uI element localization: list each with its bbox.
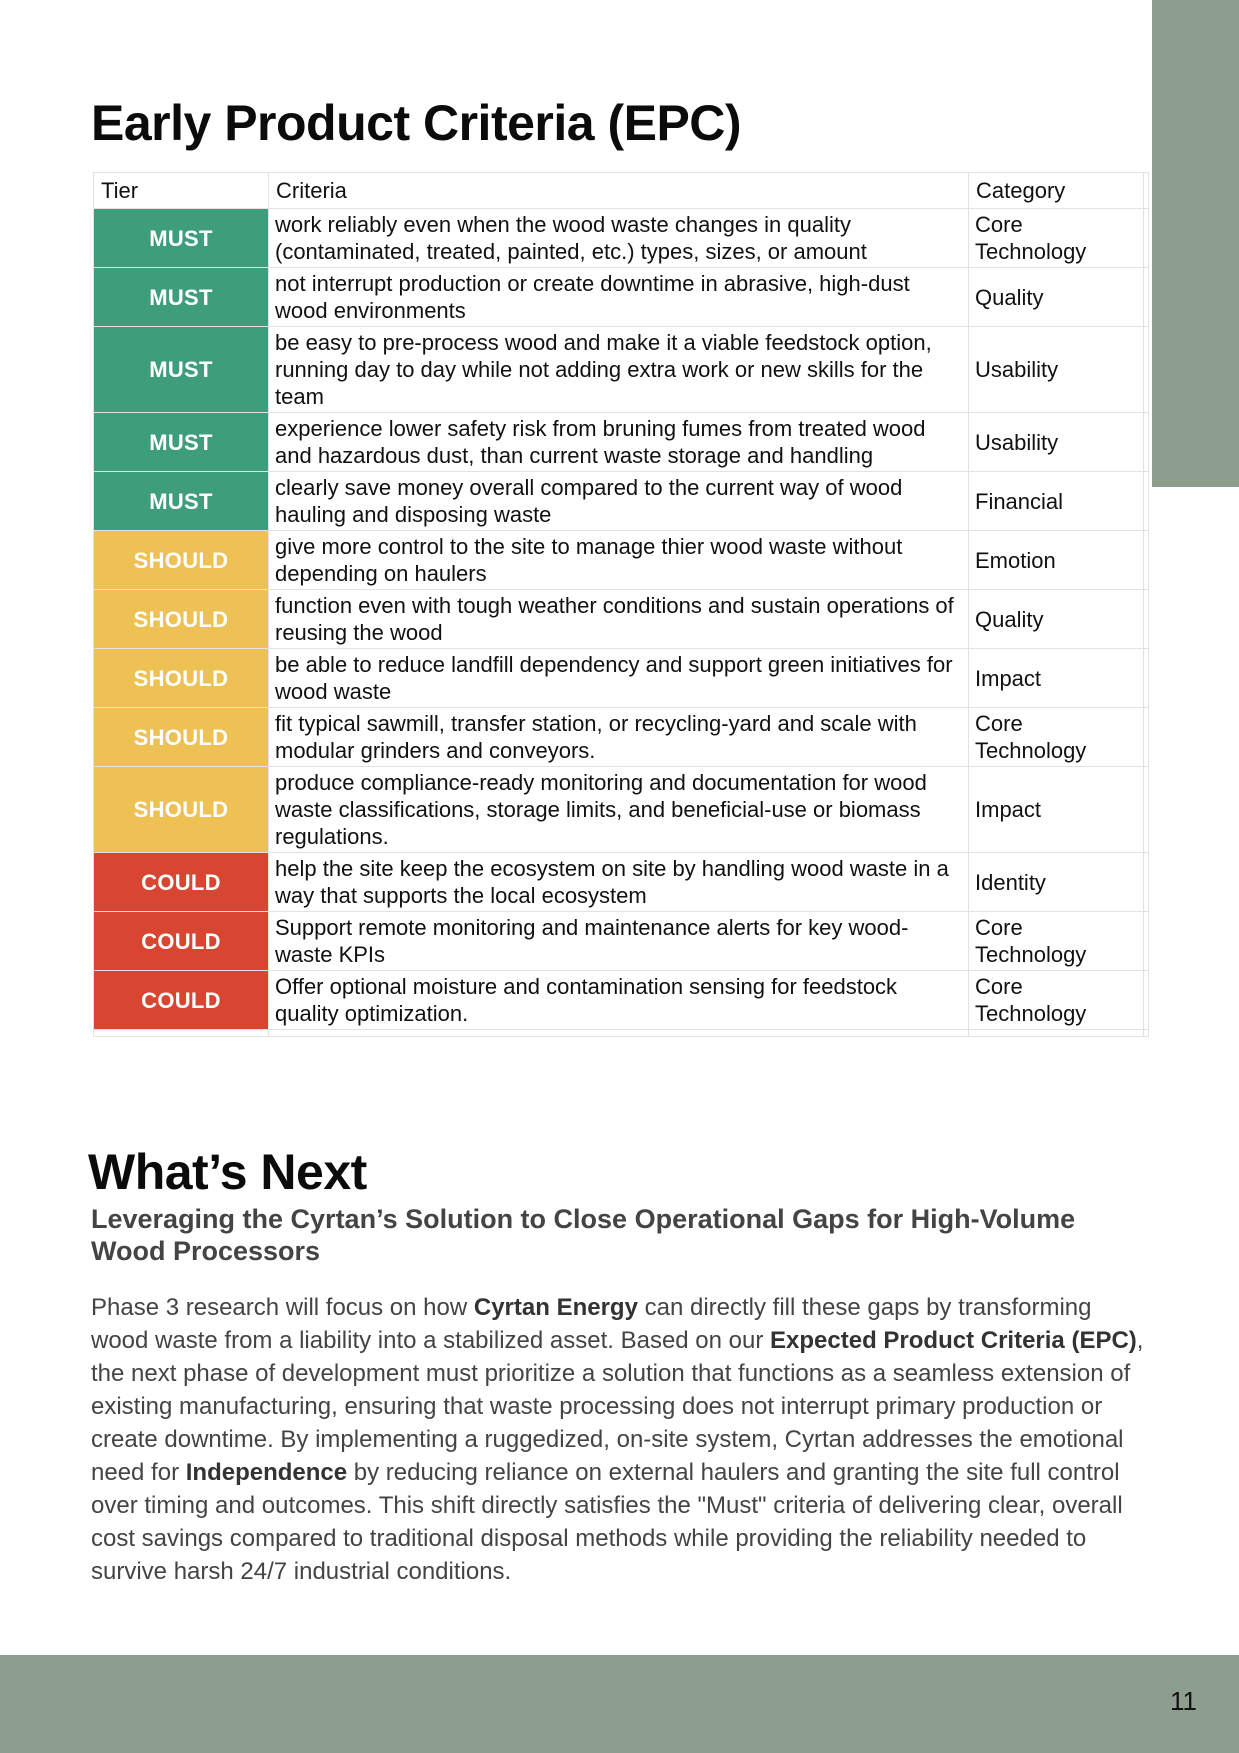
- page-number: 11: [1170, 1686, 1197, 1716]
- tier-badge: SHOULD: [94, 708, 269, 767]
- epc-table: [93, 172, 1149, 1037]
- tier-badge: SHOULD: [94, 590, 269, 649]
- criteria-cell: clearly save money overall compared to the current way of wood hauling and disposing waste: [269, 472, 969, 531]
- category-cell: Core Technology: [969, 209, 1144, 268]
- header-tier: Tier: [94, 173, 269, 209]
- table-row: [94, 413, 1149, 472]
- criteria-cell: not interrupt production or create downtime in abrasive, high-dust wood environments: [269, 268, 969, 327]
- tier-badge: SHOULD: [94, 649, 269, 708]
- tier-badge: COULD: [94, 912, 269, 971]
- table-row: [94, 912, 1149, 971]
- edge-cell: [1144, 268, 1149, 327]
- table-row: [94, 971, 1149, 1030]
- edge-cell: [1144, 649, 1149, 708]
- tier-badge: SHOULD: [94, 767, 269, 853]
- header-category: Category: [969, 173, 1144, 209]
- table-row: [94, 531, 1149, 590]
- tier-badge: MUST: [94, 327, 269, 413]
- table-end-cell: [94, 1030, 269, 1037]
- footer-bar: [0, 1655, 1239, 1753]
- criteria-cell: Support remote monitoring and maintenance alerts for key wood-waste KPIs: [269, 912, 969, 971]
- table-end-cell: [1144, 1030, 1149, 1037]
- tier-badge: COULD: [94, 971, 269, 1030]
- criteria-cell: give more control to the site to manage thier wood waste without depending on haulers: [269, 531, 969, 590]
- tier-badge: SHOULD: [94, 531, 269, 590]
- criteria-cell: work reliably even when the wood waste changes in quality (contaminated, treated, painted, etc.) types, sizes, or amount: [269, 209, 969, 268]
- edge-cell: [1144, 708, 1149, 767]
- criteria-cell: be easy to pre-process wood and make it a viable feedstock option, running day to day while not adding extra work or new skills for the team: [269, 327, 969, 413]
- table-body: [94, 209, 1149, 1037]
- criteria-cell: fit typical sawmill, transfer station, or recycling-yard and scale with modular grinders and conveyors.: [269, 708, 969, 767]
- category-cell: Impact: [969, 767, 1144, 853]
- criteria-cell: function even with tough weather conditions and sustain operations of reusing the wood: [269, 590, 969, 649]
- body-paragraph: [91, 1291, 1151, 1588]
- edge-cell: [1144, 413, 1149, 472]
- category-cell: Core Technology: [969, 912, 1144, 971]
- category-cell: Usability: [969, 413, 1144, 472]
- category-cell: Usability: [969, 327, 1144, 413]
- edge-cell: [1144, 767, 1149, 853]
- category-cell: Core Technology: [969, 971, 1144, 1030]
- edge-cell: [1144, 327, 1149, 413]
- category-cell: Identity: [969, 853, 1144, 912]
- table-row: [94, 472, 1149, 531]
- category-cell: Quality: [969, 590, 1144, 649]
- criteria-cell: produce compliance-ready monitoring and documentation for wood waste classifications, storage limits, and beneficial-use or biomass regulations.: [269, 767, 969, 853]
- edge-cell: [1144, 531, 1149, 590]
- category-cell: Impact: [969, 649, 1144, 708]
- table-row: [94, 853, 1149, 912]
- edge-cell: [1144, 912, 1149, 971]
- table-row: [94, 268, 1149, 327]
- body-emphasis: Expected Product Criteria (EPC): [770, 1327, 1137, 1354]
- section-title: What’s Next: [88, 1144, 367, 1200]
- category-cell: Quality: [969, 268, 1144, 327]
- page-title: Early Product Criteria (EPC): [91, 95, 742, 151]
- criteria-cell: experience lower safety risk from bruning fumes from treated wood and hazardous dust, than current waste storage and handling: [269, 413, 969, 472]
- criteria-cell: Offer optional moisture and contamination sensing for feedstock quality optimization.: [269, 971, 969, 1030]
- criteria-cell: help the site keep the ecosystem on site by handling wood waste in a way that supports the local ecosystem: [269, 853, 969, 912]
- table-row: [94, 649, 1149, 708]
- header-criteria: Criteria: [269, 173, 969, 209]
- table-header-row: [94, 173, 1149, 209]
- table-end-cell: [969, 1030, 1144, 1037]
- table-end-cell: [269, 1030, 969, 1037]
- criteria-cell: be able to reduce landfill dependency and support green initiatives for wood waste: [269, 649, 969, 708]
- section-subtitle: Leveraging the Cyrtan’s Solution to Close Operational Gaps for High-Volume Wood Processors: [91, 1204, 1076, 1266]
- table-row: [94, 708, 1149, 767]
- body-emphasis: Cyrtan Energy: [473, 1294, 638, 1321]
- tier-badge: MUST: [94, 413, 269, 472]
- tier-badge: MUST: [94, 268, 269, 327]
- header-edge: [1144, 173, 1149, 209]
- edge-cell: [1144, 590, 1149, 649]
- table-row: [94, 590, 1149, 649]
- table-row: [94, 327, 1149, 413]
- table-row: [94, 209, 1149, 268]
- edge-cell: [1144, 971, 1149, 1030]
- edge-cell: [1144, 853, 1149, 912]
- body-text-run: , the next phase of development must prioritize a solution that functions as a seamless extension of existing manufacturing, ensuring that waste processing does not interrupt primary production or create downtime. By implementing a ruggedized, on-site system, Cyrtan addresses the emotional need for: [91, 1327, 1144, 1486]
- edge-cell: [1144, 472, 1149, 531]
- tier-badge: COULD: [94, 853, 269, 912]
- table-row: [94, 767, 1149, 853]
- body-text-run: Phase 3 research will focus on how: [91, 1294, 474, 1321]
- body-emphasis: Independence: [185, 1459, 348, 1486]
- body-text-run: can directly fill these gaps by transforming wood waste from a liability into a stabilized asset. Based on our: [91, 1294, 1092, 1354]
- body-text-run: by reducing reliance on external haulers and granting the site full control over timing and outcomes. This shift directly satisfies the "Must" criteria of delivering clear, overall cost savings compared to traditional disposal methods while providing the reliability needed to survive harsh 24/7 industrial conditions.: [91, 1459, 1123, 1585]
- category-cell: Core Technology: [969, 708, 1144, 767]
- category-cell: Financial: [969, 472, 1144, 531]
- tier-badge: MUST: [94, 472, 269, 531]
- decorative-side-block: [1152, 0, 1239, 487]
- category-cell: Emotion: [969, 531, 1144, 590]
- tier-badge: MUST: [94, 209, 269, 268]
- table-end-row: [94, 1030, 1149, 1037]
- edge-cell: [1144, 209, 1149, 268]
